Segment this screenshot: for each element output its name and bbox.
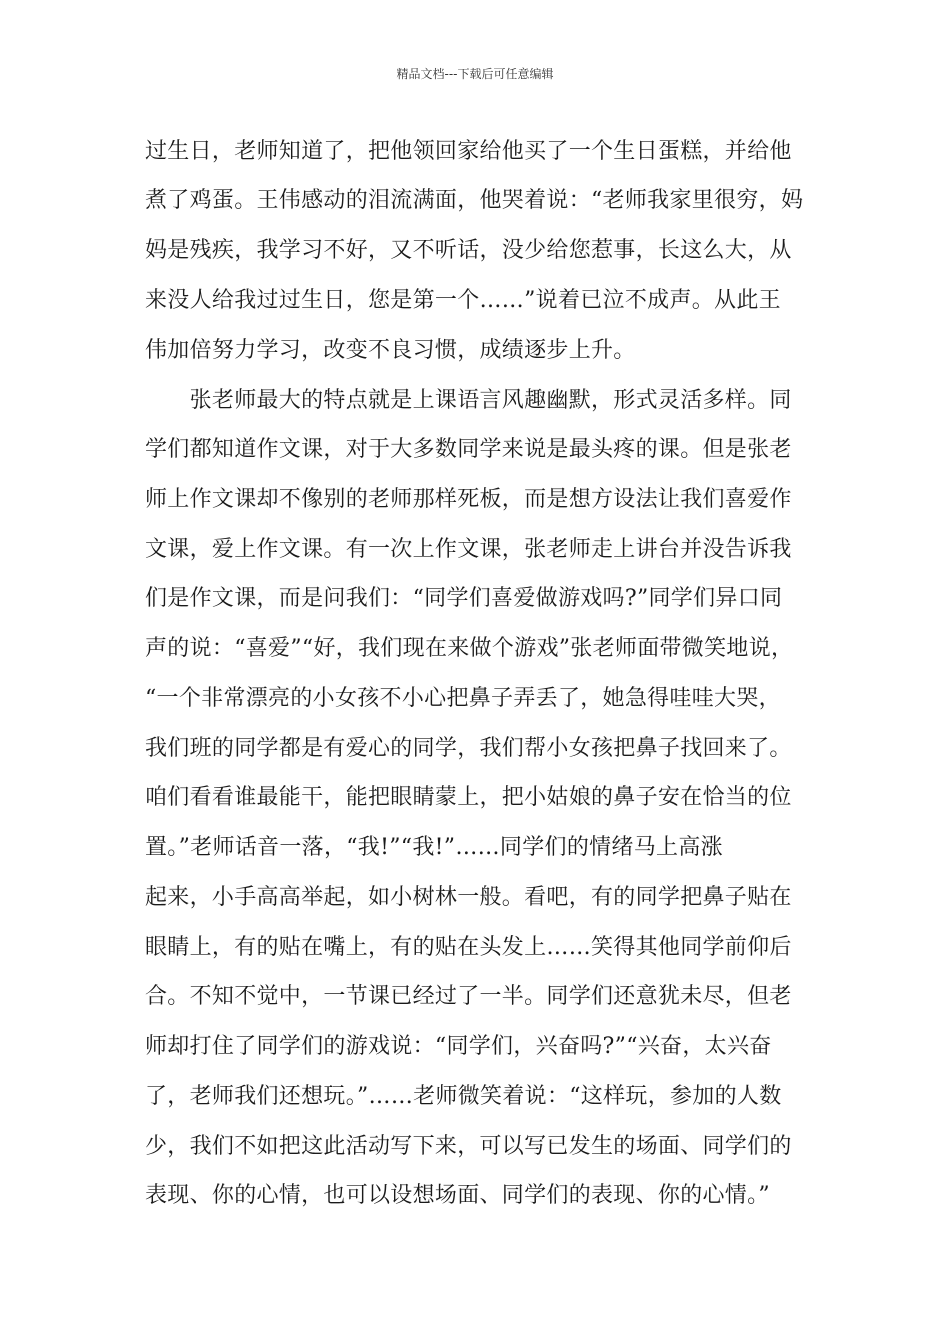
text-line: 眼睛上，有的贴在嘴上，有的贴在头发上……笑得其他同学前仰后 [145,935,792,960]
text-line: 过生日，老师知道了，把他领回家给他买了一个生日蛋糕，并给他 [145,139,792,164]
text-line: 起来，小手高高举起，如小树林一般。看吧，有的同学把鼻子贴在 [145,885,792,910]
text-line: 文课，爱上作文课。有一次上作文课，张老师走上讲台并没告诉我 [145,537,792,562]
text-line: 煮了鸡蛋。王伟感动的泪流满面，他哭着说：“老师我家里很穷，妈 [145,188,804,213]
text-line: 学们都知道作文课，对于大多数同学来说是最头疼的课。但是张老 [145,437,792,462]
text-line: 妈是残疾，我学习不好，又不听话，没少给您惹事，长这么大，从 [145,238,792,263]
text-line: 张老师最大的特点就是上课语言风趣幽默，形式灵活多样。同 [145,388,792,413]
text-line: 表现、你的心情，也可以设想场面、同学们的表现、你的心情。” [145,1183,770,1208]
text-line: 师却打住了同学们的游戏说：“同学们，兴奋吗?”“兴奋，太兴奋 [145,1034,772,1059]
text-line: 来没人给我过过生日，您是第一个……”说着已泣不成声。从此王 [145,288,781,313]
text-line: 我们班的同学都是有爱心的同学，我们帮小女孩把鼻子找回来了。 [145,736,792,761]
text-line: 声的说：“喜爱”“好，我们现在来做个游戏”张老师面带微笑地说， [145,636,794,661]
text-line: 伟加倍努力学习，改变不良习惯，成绩逐步上升。 [145,338,636,363]
text-line: 们是作文课，而是问我们：“同学们喜爱做游戏吗?”同学们异口同 [145,586,783,611]
text-line: 置。”老师话音一落，“我!”“我!”……同学们的情绪马上高涨 [145,835,723,860]
text-line: 合。不知不觉中，一节课已经过了一半。同学们还意犹未尽，但老 [145,984,792,1009]
text-line: “一个非常漂亮的小女孩不小心把鼻子弄丢了，她急得哇哇大哭， [145,686,781,711]
text-line: 了，老师我们还想玩。”……老师微笑着说：“这样玩，参加的人数 [145,1084,782,1109]
text-line: 咱们看看谁最能干，能把眼睛蒙上，把小姑娘的鼻子安在恰当的位 [145,785,792,810]
page-header: 精品文档---下载后可任意编辑 [396,67,554,81]
text-line: 少，我们不如把这此活动写下来，可以写已发生的场面、同学们的 [145,1134,792,1159]
text-line: 师上作文课却不像别的老师那样死板，而是想方设法让我们喜爱作 [145,487,792,512]
